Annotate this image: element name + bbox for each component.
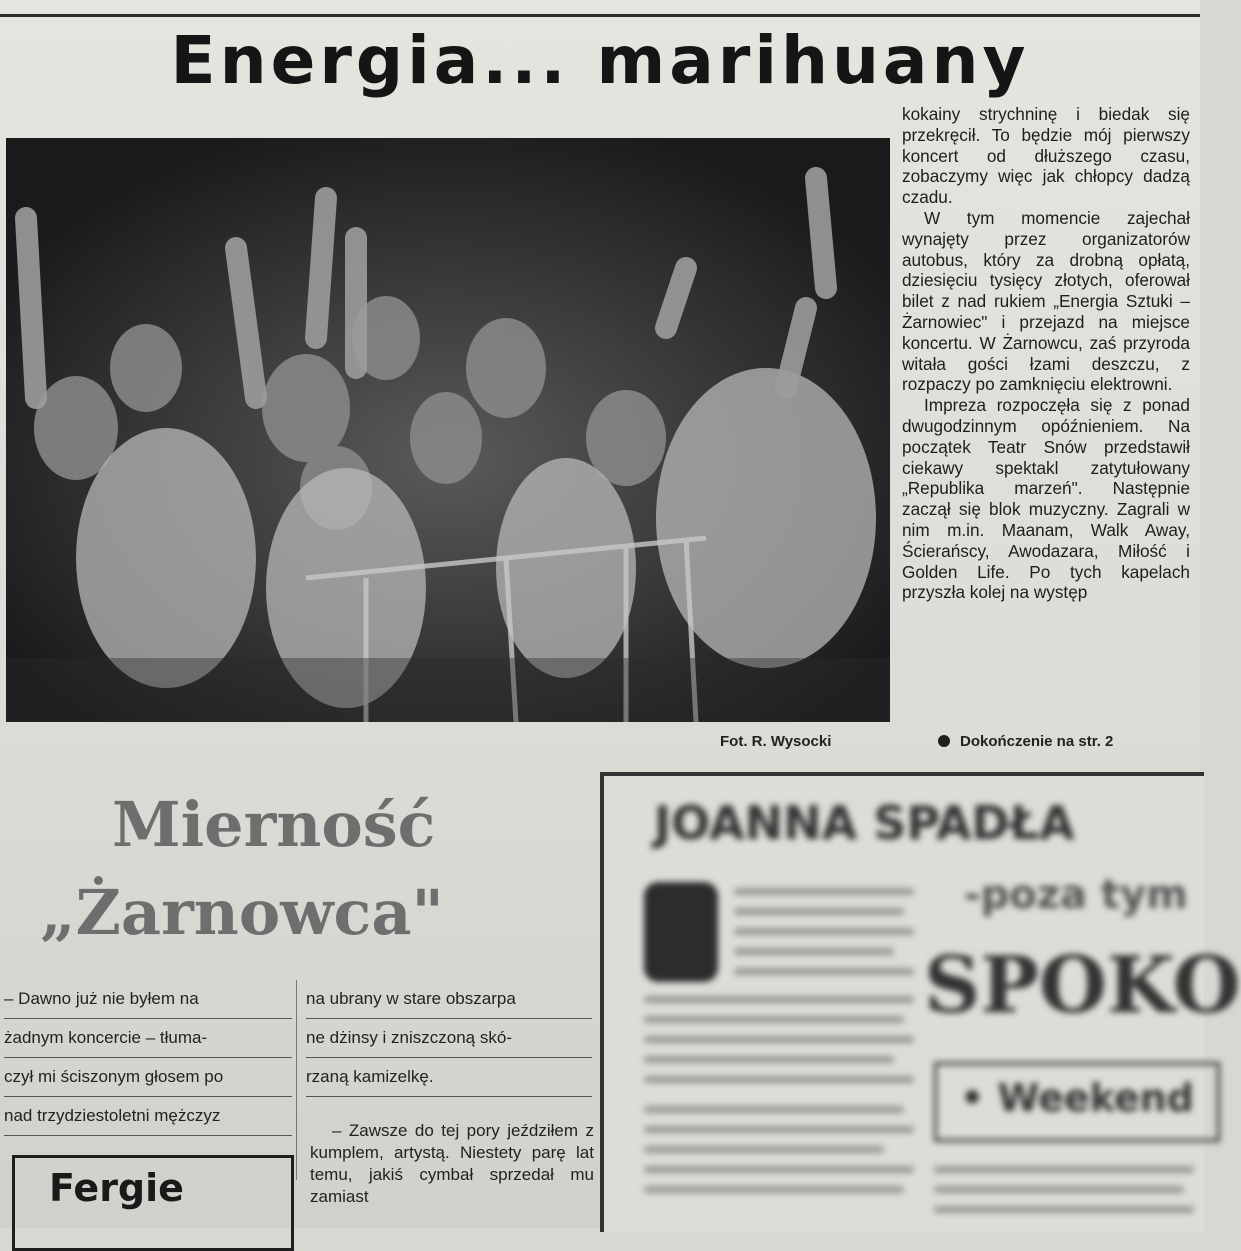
bullet-icon [938,735,950,747]
blurred-article-panel [600,772,1241,1232]
subheadline-line-2: „Żarnowca" [40,876,444,949]
blurred-subtitle: -poza tym [964,872,1188,918]
blurred-big-word: SPOKO [924,940,1241,1031]
photo-credit: Fot. R. Wysocki [720,733,832,750]
subheadline-line-1: Mierność [112,788,436,861]
blurred-title: JOANNA SPADŁA [654,796,1075,850]
text-line: żadnym koncercie – tłuma- [4,1019,292,1058]
text-line: czył mi ściszonym głosem po [4,1058,292,1097]
paragraph: W tym momencie zajechał wynajęty przez organizatorów autobus, który za drobną opłatą, dziesięciu tysięcy złotych, oferował bilet z nad rukiem „Energia Sztuki – Żarnowiec" i przejazd na miejsce koncertu. W Żarnowcu, zaś przyroda witała gości łzami deszczu, z rozpaczy po zamknięciu elektrowni. [902,207,1190,395]
blurred-boxed-text: • Weekend [960,1076,1194,1120]
text-line: – Dawno już nie byłem na [4,980,292,1019]
text-line: na ubrany w stare obszarpa [306,980,592,1019]
blurred-initial [644,882,718,982]
headline: Energia... marihuany [170,22,1030,99]
boxed-article [12,1155,294,1251]
article-column-b [306,980,592,1097]
continuation-note [938,733,1113,750]
concert-photo [6,138,890,722]
article-column-b-paragraph [310,1120,594,1208]
top-rule [0,14,1200,17]
right-column-text [902,104,1190,603]
article-column-a [4,980,292,1136]
text-line: rzaną kamizelkę. [306,1058,592,1097]
boxed-article-title: Fergie [49,1166,184,1210]
paragraph: kokainy strychninę i biedak się przekręcił. To będzie mój pierwszy koncert od dłuższego czasu, zobaczymy więc jak chłopcy dadzą czadu. [902,104,1190,208]
paragraph: Impreza rozpoczęła się z ponad dwugodzinnym opóźnieniem. Na początek Teatr Snów przedstawił ciekawy spektakl zatytułowany „Republika marzeń". Następnie zaczął się blok muzyczny. Zagrali w nim m.in. Maanam, Walk Away, Ścierańscy, Awodazara, Miłość i Golden Life. Po tych kapelach przyszła kolej na występ [902,395,1190,603]
paragraph: – Zawsze do tej pory jeździłem z kumplem, artystą. Niestety parę lat temu, jakiś cymbał sprzedał mu zamiast [310,1121,594,1206]
column-divider [296,980,297,1180]
text-line: ne dżinsy i zniszczoną skó- [306,1019,592,1058]
text-line: nad trzydziestoletni mężczyz [4,1097,292,1136]
continuation-text: Dokończenie na str. 2 [960,733,1114,750]
